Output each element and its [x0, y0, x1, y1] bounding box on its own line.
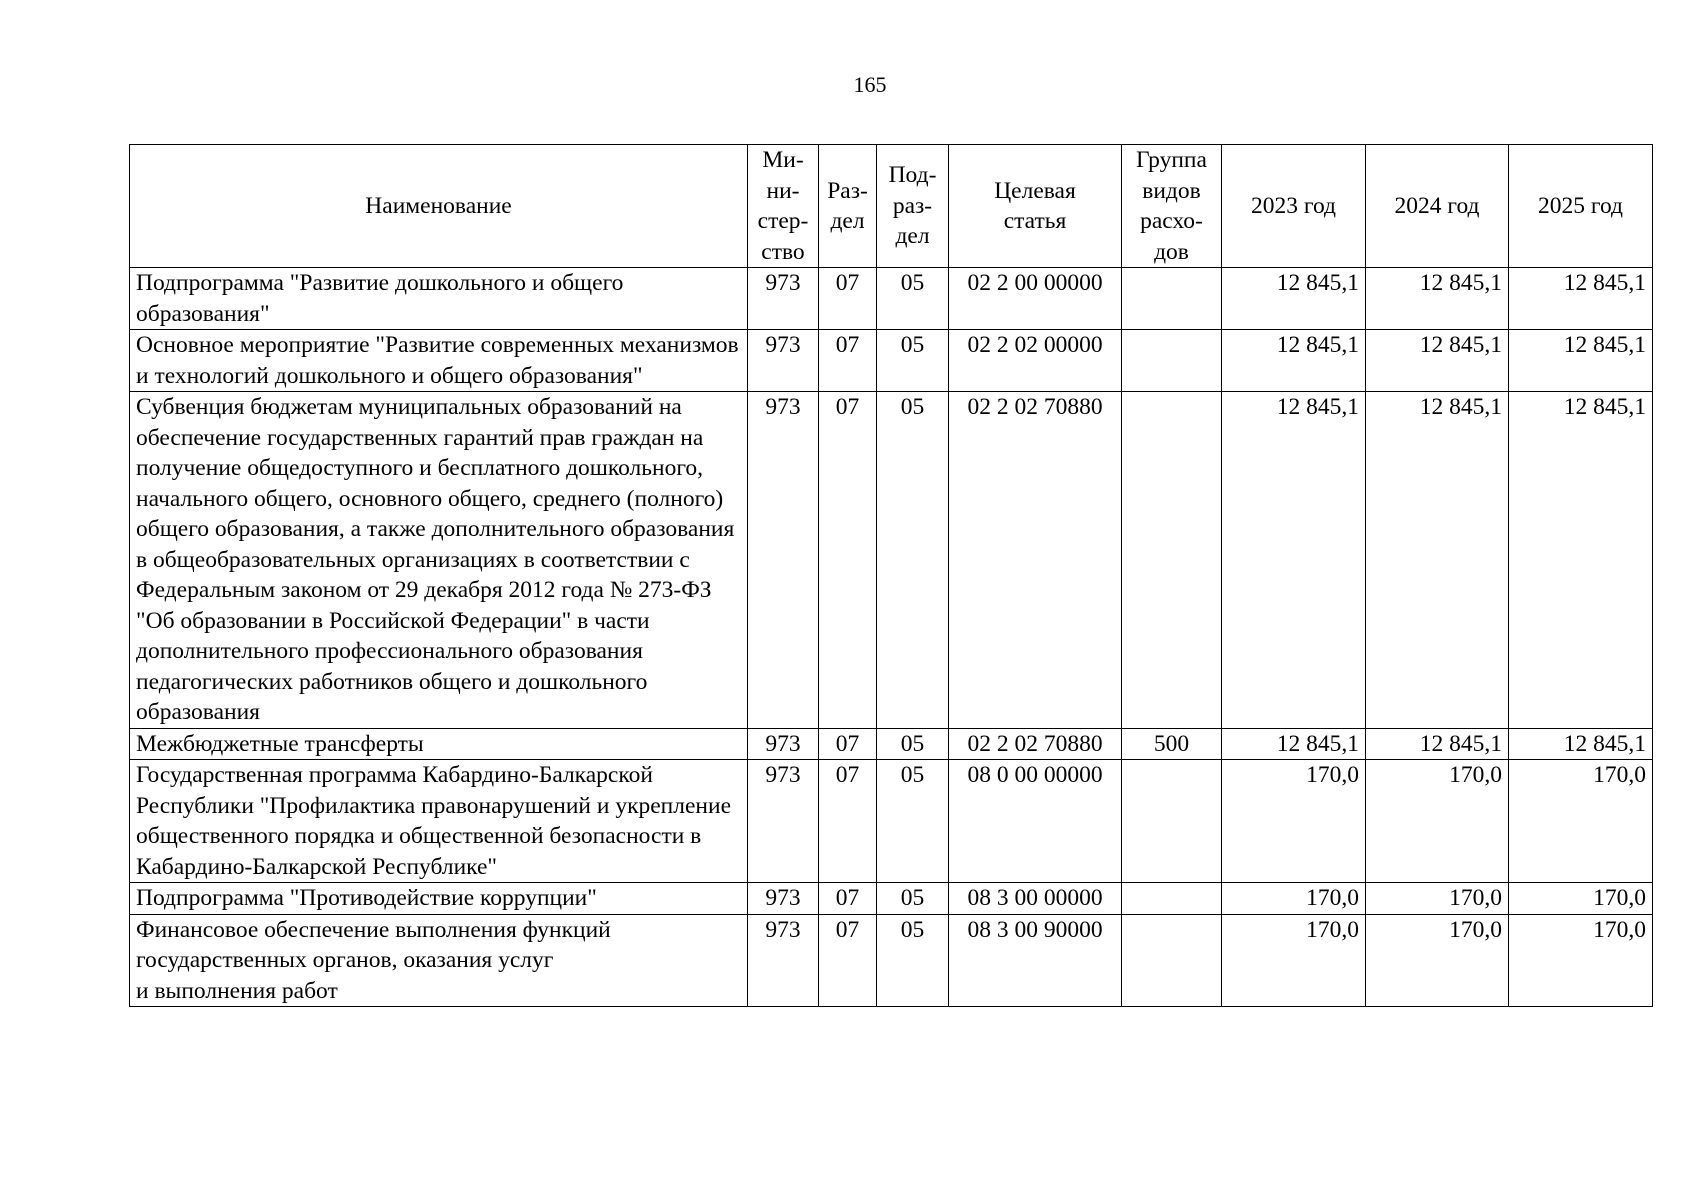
- cell-2024: 12 845,1: [1366, 268, 1509, 330]
- cell-expense-group: 500: [1122, 728, 1222, 760]
- table-row: [130, 760, 1653, 883]
- cell-subsection: 05: [877, 330, 949, 392]
- cell-name: Государственная программа Кабардино-Балкарской Республики "Профилактика правонарушений и укрепление общественного порядка и общественной безопасности в Кабардино-Балкарской Республике": [130, 760, 748, 883]
- cell-2023: 170,0: [1222, 883, 1366, 915]
- cell-target-article: 02 2 00 00000: [949, 268, 1122, 330]
- cell-2025: 12 845,1: [1509, 728, 1653, 760]
- table-row: [130, 392, 1653, 729]
- cell-name: Межбюджетные трансферты: [130, 728, 748, 760]
- cell-name: Подпрограмма "Противодействие коррупции": [130, 883, 748, 915]
- cell-2025: 170,0: [1509, 914, 1653, 1007]
- cell-section: 07: [819, 728, 877, 760]
- cell-section: 07: [819, 268, 877, 330]
- header-subsection: Под- раз- дел: [877, 145, 949, 268]
- cell-name: Финансовое обеспечение выполнения функций государственных органов, оказания услуг и выполнения работ: [130, 914, 748, 1007]
- cell-subsection: 05: [877, 760, 949, 883]
- header-section: Раз- дел: [819, 145, 877, 268]
- cell-subsection: 05: [877, 728, 949, 760]
- cell-ministry: 973: [748, 914, 819, 1007]
- cell-subsection: 05: [877, 914, 949, 1007]
- header-year-2025: 2025 год: [1509, 145, 1653, 268]
- cell-expense-group: [1122, 883, 1222, 915]
- cell-section: 07: [819, 914, 877, 1007]
- cell-name: Основное мероприятие "Развитие современных механизмов и технологий дошкольного и общего образования": [130, 330, 748, 392]
- header-expense-group: Группа видов расхо- дов: [1122, 145, 1222, 268]
- cell-subsection: 05: [877, 268, 949, 330]
- header-year-2023: 2023 год: [1222, 145, 1366, 268]
- cell-2024: 170,0: [1366, 883, 1509, 915]
- cell-2025: 12 845,1: [1509, 330, 1653, 392]
- cell-section: 07: [819, 330, 877, 392]
- budget-table: [129, 144, 1653, 1007]
- cell-2023: 12 845,1: [1222, 268, 1366, 330]
- cell-section: 07: [819, 392, 877, 729]
- cell-ministry: 973: [748, 268, 819, 330]
- cell-target-article: 02 2 02 00000: [949, 330, 1122, 392]
- cell-2023: 12 845,1: [1222, 728, 1366, 760]
- header-ministry: Ми- ни- стер- ство: [748, 145, 819, 268]
- cell-section: 07: [819, 883, 877, 915]
- cell-2023: 170,0: [1222, 760, 1366, 883]
- cell-target-article: 08 3 00 00000: [949, 883, 1122, 915]
- cell-2025: 170,0: [1509, 883, 1653, 915]
- cell-subsection: 05: [877, 883, 949, 915]
- cell-2024: 170,0: [1366, 760, 1509, 883]
- cell-expense-group: [1122, 760, 1222, 883]
- cell-expense-group: [1122, 914, 1222, 1007]
- cell-target-article: 08 3 00 90000: [949, 914, 1122, 1007]
- cell-target-article: 08 0 00 00000: [949, 760, 1122, 883]
- cell-subsection: 05: [877, 392, 949, 729]
- header-target-article: Целевая статья: [949, 145, 1122, 268]
- header-name: Наименование: [130, 145, 748, 268]
- cell-section: 07: [819, 760, 877, 883]
- table-row: [130, 268, 1653, 330]
- table-row: [130, 728, 1653, 760]
- cell-2025: 170,0: [1509, 760, 1653, 883]
- cell-target-article: 02 2 02 70880: [949, 392, 1122, 729]
- cell-expense-group: [1122, 330, 1222, 392]
- cell-2025: 12 845,1: [1509, 392, 1653, 729]
- cell-2023: 12 845,1: [1222, 392, 1366, 729]
- page-number: 165: [853, 72, 887, 97]
- cell-name: Подпрограмма "Развитие дошкольного и общего образования": [130, 268, 748, 330]
- cell-ministry: 973: [748, 330, 819, 392]
- cell-ministry: 973: [748, 760, 819, 883]
- cell-name: Субвенция бюджетам муниципальных образований на обеспечение государственных гарантий прав граждан на получение общедоступного и бесплатного дошкольного, начального общего, основного общего, среднего (полного) общего образования, а также дополнительного образования в общеобразовательных организациях в соответствии с Федеральным законом от 29 декабря 2012 года № 273-ФЗ "Об образовании в Российской Федерации" в части дополнительного профессионального образования педагогических работников общего и дошкольного образования: [130, 392, 748, 729]
- cell-ministry: 973: [748, 728, 819, 760]
- table-row: [130, 883, 1653, 915]
- cell-2025: 12 845,1: [1509, 268, 1653, 330]
- table-row: [130, 914, 1653, 1007]
- cell-2024: 12 845,1: [1366, 392, 1509, 729]
- cell-ministry: 973: [748, 392, 819, 729]
- cell-2024: 170,0: [1366, 914, 1509, 1007]
- cell-target-article: 02 2 02 70880: [949, 728, 1122, 760]
- cell-2024: 12 845,1: [1366, 330, 1509, 392]
- header-year-2024: 2024 год: [1366, 145, 1509, 268]
- cell-expense-group: [1122, 392, 1222, 729]
- cell-2024: 12 845,1: [1366, 728, 1509, 760]
- cell-2023: 170,0: [1222, 914, 1366, 1007]
- cell-expense-group: [1122, 268, 1222, 330]
- table-header-row: [130, 145, 1653, 268]
- table-row: [130, 330, 1653, 392]
- cell-2023: 12 845,1: [1222, 330, 1366, 392]
- cell-ministry: 973: [748, 883, 819, 915]
